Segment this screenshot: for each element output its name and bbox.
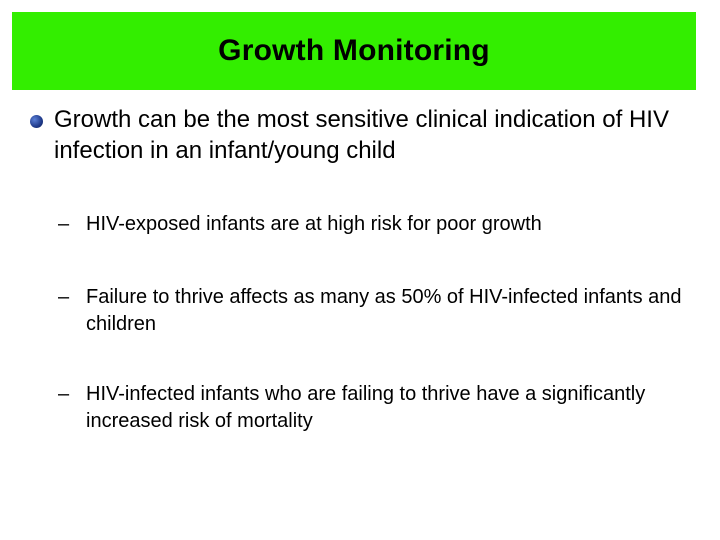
title-banner [12, 12, 696, 90]
dash-marker: – [58, 286, 70, 308]
dash-marker: – [58, 213, 70, 235]
sub-bullet-text: HIV-exposed infants are at high risk for poor growth [86, 213, 542, 235]
slide-title: Growth Monitoring [218, 34, 490, 67]
sub-bullet-text: HIV-infected infants who are failing to thrive have a significantly increased risk of mortality [86, 383, 646, 432]
round-bullet-icon [30, 115, 43, 128]
main-bullet-text: Growth can be the most sensitive clinical indication of HIV infection in an infant/young child [54, 106, 669, 164]
dash-marker: – [58, 383, 70, 405]
sub-bullet-text: Failure to thrive affects as many as 50% of HIV-infected infants and children [86, 286, 682, 335]
